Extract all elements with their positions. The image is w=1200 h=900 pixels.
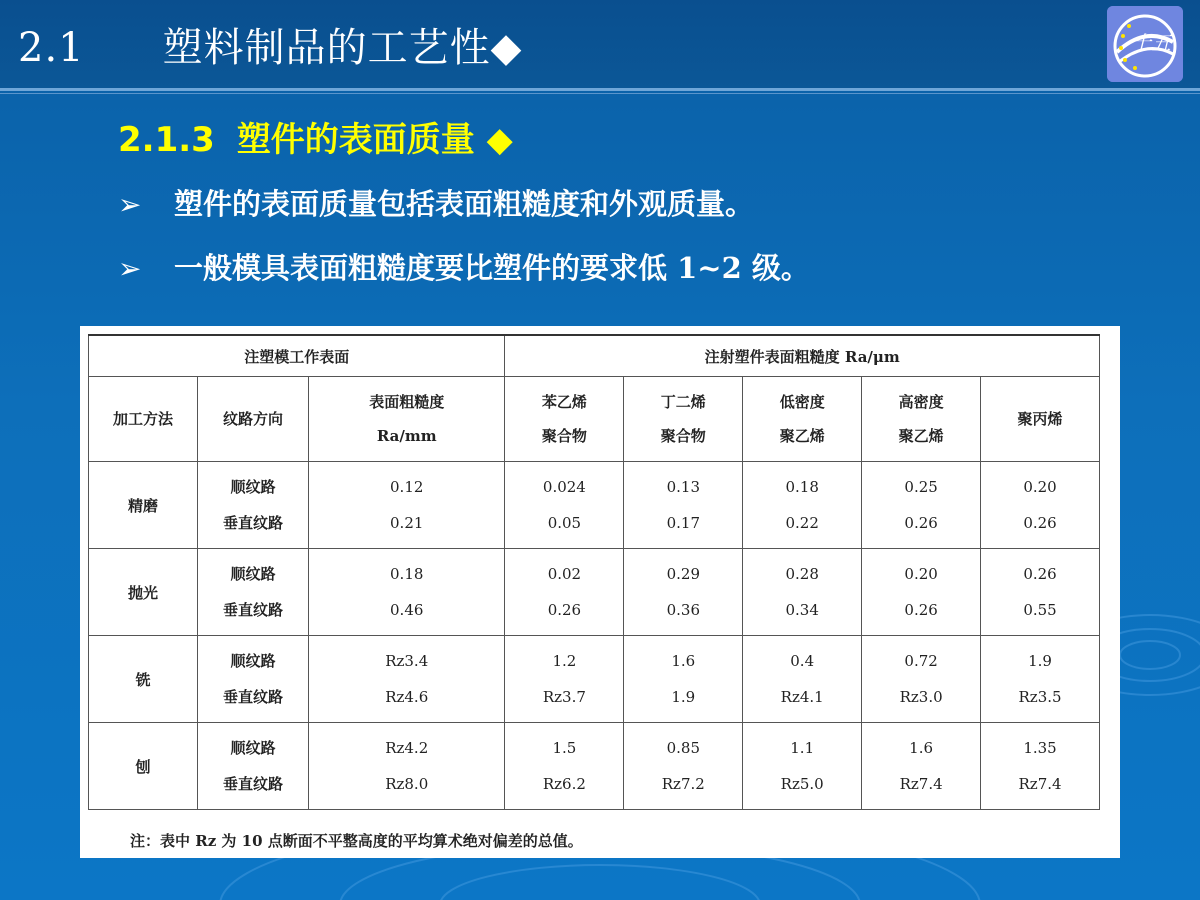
bullet-arrow-icon: ➢: [118, 188, 142, 221]
value-cell: 0.20 0.26: [862, 549, 981, 636]
value-cell: 1.2 Rz3.7: [505, 636, 624, 723]
column-header: 苯乙烯 聚合物: [505, 377, 624, 462]
method-cell: 抛光: [89, 549, 198, 636]
group-header-part-roughness: 注射塑件表面粗糙度 Ra/μm: [505, 335, 1100, 377]
column-header: 纹路方向: [198, 377, 309, 462]
header-title-text: 塑料制品的工艺性◆: [162, 25, 523, 71]
value-cell: 0.13 0.17: [624, 462, 743, 549]
bullet-text: 一般模具表面粗糙度要比塑件的要求低 1~2 级。: [174, 251, 810, 285]
value-cell: 0.20 0.26: [981, 462, 1100, 549]
section-subtitle: [118, 112, 513, 161]
value-cell: 0.25 0.26: [862, 462, 981, 549]
table-row: [89, 723, 1100, 810]
column-header: 高密度 聚乙烯: [862, 377, 981, 462]
value-cell: 1.1 Rz5.0: [743, 723, 862, 810]
value-cell: 0.024 0.05: [505, 462, 624, 549]
table-row: [89, 636, 1100, 723]
value-cell: 0.28 0.34: [743, 549, 862, 636]
value-cell: 1.9 Rz3.5: [981, 636, 1100, 723]
method-cell: 铣: [89, 636, 198, 723]
value-cell: Rz3.4 Rz4.6: [309, 636, 505, 723]
logo-text: 十五: [1131, 31, 1171, 55]
group-header-mold-surface: 注塑模工作表面: [89, 335, 505, 377]
column-header: 丁二烯 聚合物: [624, 377, 743, 462]
subtitle-section-number: 2.1.3: [118, 120, 215, 160]
direction-cell: 顺纹路 垂直纹路: [198, 636, 309, 723]
header-section-number: 2.1: [18, 25, 85, 71]
value-cell: 1.5 Rz6.2: [505, 723, 624, 810]
column-header: 加工方法: [89, 377, 198, 462]
direction-cell: 顺纹路 垂直纹路: [198, 723, 309, 810]
header-divider: [0, 88, 1200, 91]
bullet-arrow-icon: ➢: [118, 252, 142, 285]
roughness-table: [88, 334, 1100, 810]
value-cell: 0.29 0.36: [624, 549, 743, 636]
value-cell: 1.6 1.9: [624, 636, 743, 723]
value-cell: 0.02 0.26: [505, 549, 624, 636]
value-cell: 0.4 Rz4.1: [743, 636, 862, 723]
column-header: 表面粗糙度 Ra/mm: [309, 377, 505, 462]
method-cell: 精磨: [89, 462, 198, 549]
header-title: [18, 16, 522, 73]
slide-header: [0, 0, 1200, 88]
direction-cell: 顺纹路 垂直纹路: [198, 549, 309, 636]
header-divider-thin: [0, 93, 1200, 94]
bullet-item: [118, 180, 754, 228]
column-header: 聚丙烯: [981, 377, 1100, 462]
value-cell: 0.85 Rz7.2: [624, 723, 743, 810]
value-cell: 0.26 0.55: [981, 549, 1100, 636]
table-row: [89, 549, 1100, 636]
value-cell: 0.18 0.22: [743, 462, 862, 549]
roughness-table-image: [80, 326, 1120, 858]
value-cell: Rz4.2 Rz8.0: [309, 723, 505, 810]
subtitle-text: 塑件的表面质量 ◆: [236, 120, 513, 160]
direction-cell: 顺纹路 垂直纹路: [198, 462, 309, 549]
university-logo-icon: [1107, 6, 1183, 82]
bullet-item: [118, 244, 810, 292]
method-cell: 刨: [89, 723, 198, 810]
column-header: 低密度 聚乙烯: [743, 377, 862, 462]
value-cell: 1.35 Rz7.4: [981, 723, 1100, 810]
table-row: [89, 462, 1100, 549]
bullet-text: 塑件的表面质量包括表面粗糙度和外观质量。: [174, 187, 755, 221]
table-note: 注：表中 Rz 为 10 点断面不平整高度的平均算术绝对偏差的总值。: [130, 832, 583, 850]
value-cell: 0.12 0.21: [309, 462, 505, 549]
value-cell: 1.6 Rz7.4: [862, 723, 981, 810]
value-cell: 0.72 Rz3.0: [862, 636, 981, 723]
value-cell: 0.18 0.46: [309, 549, 505, 636]
